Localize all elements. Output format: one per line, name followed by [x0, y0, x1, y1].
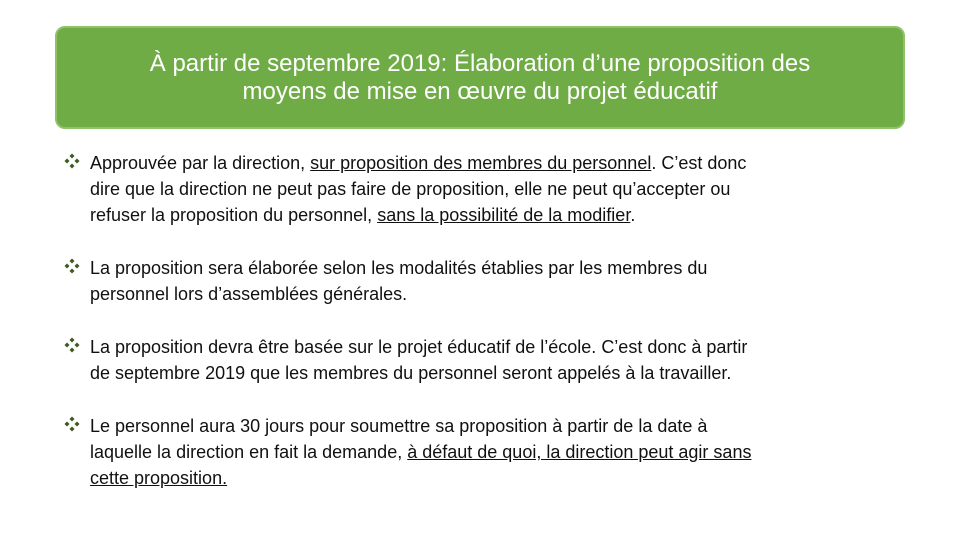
- bullet-line: La proposition devra être basée sur le projet éducatif de l’école. C’est donc à partir: [90, 337, 748, 357]
- bullet-line: La proposition sera élaborée selon les modalités établies par les membres du: [90, 258, 708, 278]
- text-run: refuser la proposition du personnel,: [90, 205, 378, 225]
- text-run: . C’est donc: [651, 153, 747, 173]
- diamond-dots-icon: [64, 337, 80, 353]
- underlined-text-run: sur proposition des membres du personnel: [310, 153, 652, 173]
- title-banner: [55, 26, 905, 129]
- bullet-line: [90, 150, 906, 176]
- diamond-dots-icon: [64, 258, 80, 274]
- diamond-dots-icon: [64, 153, 80, 169]
- title-line-1: À partir de septembre 2019: Élaboration d’une proposition des: [149, 49, 811, 77]
- bullet-item-1: [64, 150, 906, 228]
- bullet-item-2: [64, 255, 906, 307]
- bullet-text: [90, 334, 906, 386]
- bullet-line: [90, 439, 906, 465]
- bullet-line: de septembre 2019 que les membres du personnel seront appelés à la travailler.: [90, 363, 732, 383]
- underlined-text-run: sans la possibilité de la modifier: [377, 205, 631, 225]
- underlined-text-run: à défaut de quoi, la direction peut agir sans: [407, 442, 752, 462]
- diamond-dots-icon: [64, 416, 80, 432]
- bullet-item-4: [64, 413, 906, 491]
- bullet-item-3: [64, 334, 906, 386]
- text-run: Approuvée par la direction,: [90, 153, 311, 173]
- bullet-text: [90, 255, 906, 307]
- bullet-line: Le personnel aura 30 jours pour soumettre sa proposition à partir de la date à: [90, 416, 708, 436]
- bullet-text: [90, 413, 906, 491]
- title-line-2: moyens de mise en œuvre du projet éducatif: [242, 77, 718, 105]
- bullet-line: personnel lors d’assemblées générales.: [90, 284, 408, 304]
- bullet-line: dire que la direction ne peut pas faire de proposition, elle ne peut qu’accepter ou: [90, 179, 731, 199]
- bullet-line: cette proposition.: [90, 468, 228, 488]
- bullet-line: [90, 202, 906, 228]
- text-run: laquelle la direction en fait la demande,: [90, 442, 408, 462]
- bullet-text: [90, 150, 906, 228]
- text-run: .: [630, 205, 636, 225]
